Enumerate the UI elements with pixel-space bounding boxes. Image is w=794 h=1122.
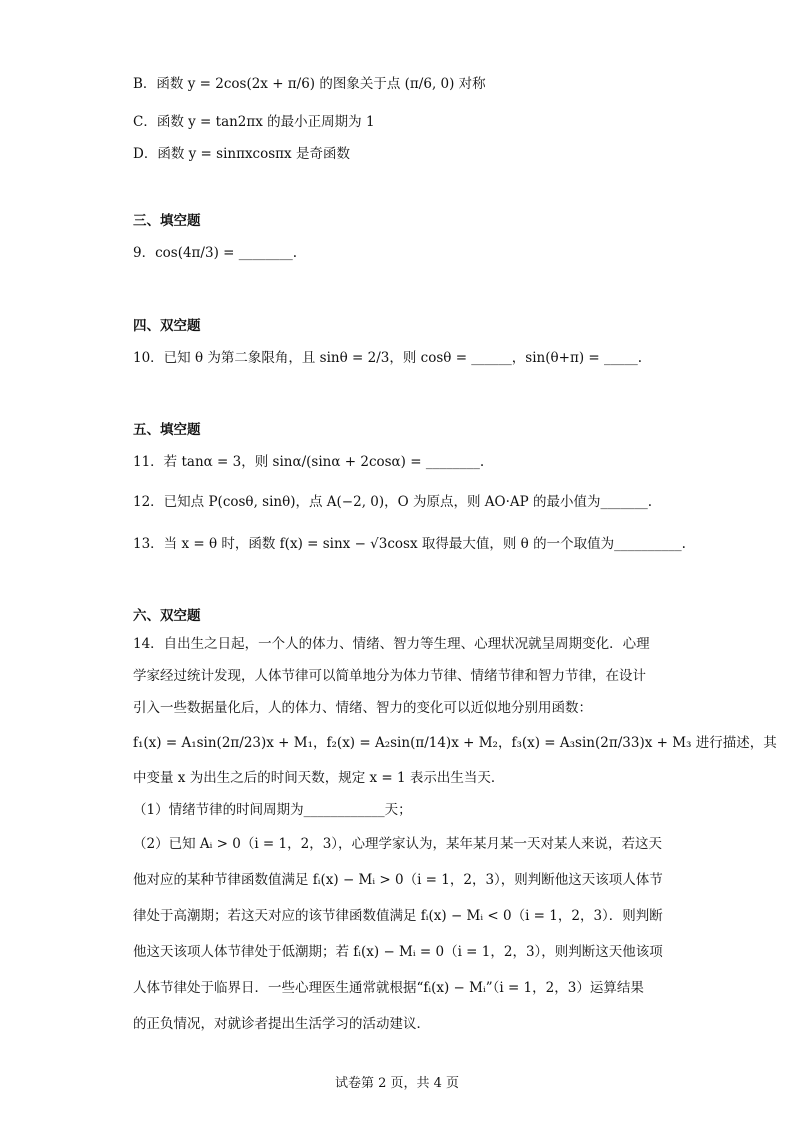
question-10: 10．已知 θ 为第二象限角，且 sinθ = 2/3，则 cosθ = ______，sin(θ+π) = _____. — [133, 350, 643, 366]
question-14-functions: f₁(x) = A₁sin(2π/23)x + M₁，f₂(x) = A₂sin(π/14)x + M₂，f₃(x) = A₃sin(2π/33)x + M₃ 进行描述，其 — [133, 735, 777, 751]
question-13: 13．当 x = θ 时，函数 f(x) = sinx − √3cosx 取得最大值，则 θ 的一个取值为__________. — [133, 536, 686, 552]
question-11: 11．若 tanα = 3，则 sinα/(sinα + 2cosα) = ________. — [133, 454, 485, 470]
section-heading-6: 六、双空题 — [133, 608, 201, 624]
question-14-part-2-line-3: 律处于高潮期；若这天对应的该节律函数值满足 fᵢ(x) − Mᵢ < 0（i = 1，2，3）．则判断 — [133, 908, 663, 924]
question-14-part-2-line-6: 的正负情况，对就诊者提出生活学习的活动建议． — [133, 1016, 430, 1032]
question-14-part-2-line-2: 他对应的某种节律函数值满足 fᵢ(x) − Mᵢ > 0（i = 1，2，3），则判断他这天该项人体节 — [133, 872, 663, 888]
option-d: D．函数 y = sinπxcosπx 是奇函数 — [133, 146, 350, 162]
option-b: B．函数 y = 2cos(2x + π/6) 的图象关于点 (π/6, 0) 对称 — [133, 76, 486, 92]
page-footer: 试卷第 2 页，共 4 页 — [334, 1076, 460, 1091]
question-14-part-2-line-5: 人体节律处于临界日．一些心理医生通常就根据“fᵢ(x) − Mᵢ”（i = 1，2，3）运算结果 — [133, 980, 644, 996]
option-c: C．函数 y = tan2πx 的最小正周期为 1 — [133, 114, 375, 130]
question-14-line-1: 14．自出生之日起，一个人的体力、情绪、智力等生理、心理状况就呈周期变化．心理 — [133, 636, 650, 652]
question-14-line-2: 学家经过统计发现，人体节律可以简单地分为体力节律、情绪节律和智力节律，在设计 — [133, 668, 646, 684]
question-14-line-3: 引入一些数据量化后，人的体力、情绪、智力的变化可以近似地分别用函数： — [133, 700, 592, 716]
question-9: 9．cos(4π/3) = ________. — [133, 245, 298, 261]
question-14-part-2-line-1: （2）已知 Aᵢ > 0（i = 1，2，3），心理学家认为，某年某月某一天对某人来说，若这天 — [133, 836, 663, 852]
question-14-part-1: （1）情绪节律的时间周期为____________天； — [133, 802, 412, 818]
section-heading-3: 三、填空题 — [133, 213, 201, 229]
section-heading-4: 四、双空题 — [133, 318, 201, 334]
section-heading-5: 五、填空题 — [133, 422, 201, 438]
question-12: 12．已知点 P(cosθ, sinθ)，点 A(−2, 0)，O 为原点，则 AO·AP 的最小值为_______. — [133, 494, 653, 510]
question-14-part-2-line-4: 他这天该项人体节律处于低潮期；若 fᵢ(x) − Mᵢ = 0（i = 1，2，3），则判断这天他该项 — [133, 944, 663, 960]
question-14-line-5: 中变量 x 为出生之后的时间天数，规定 x = 1 表示出生当天． — [133, 770, 505, 786]
